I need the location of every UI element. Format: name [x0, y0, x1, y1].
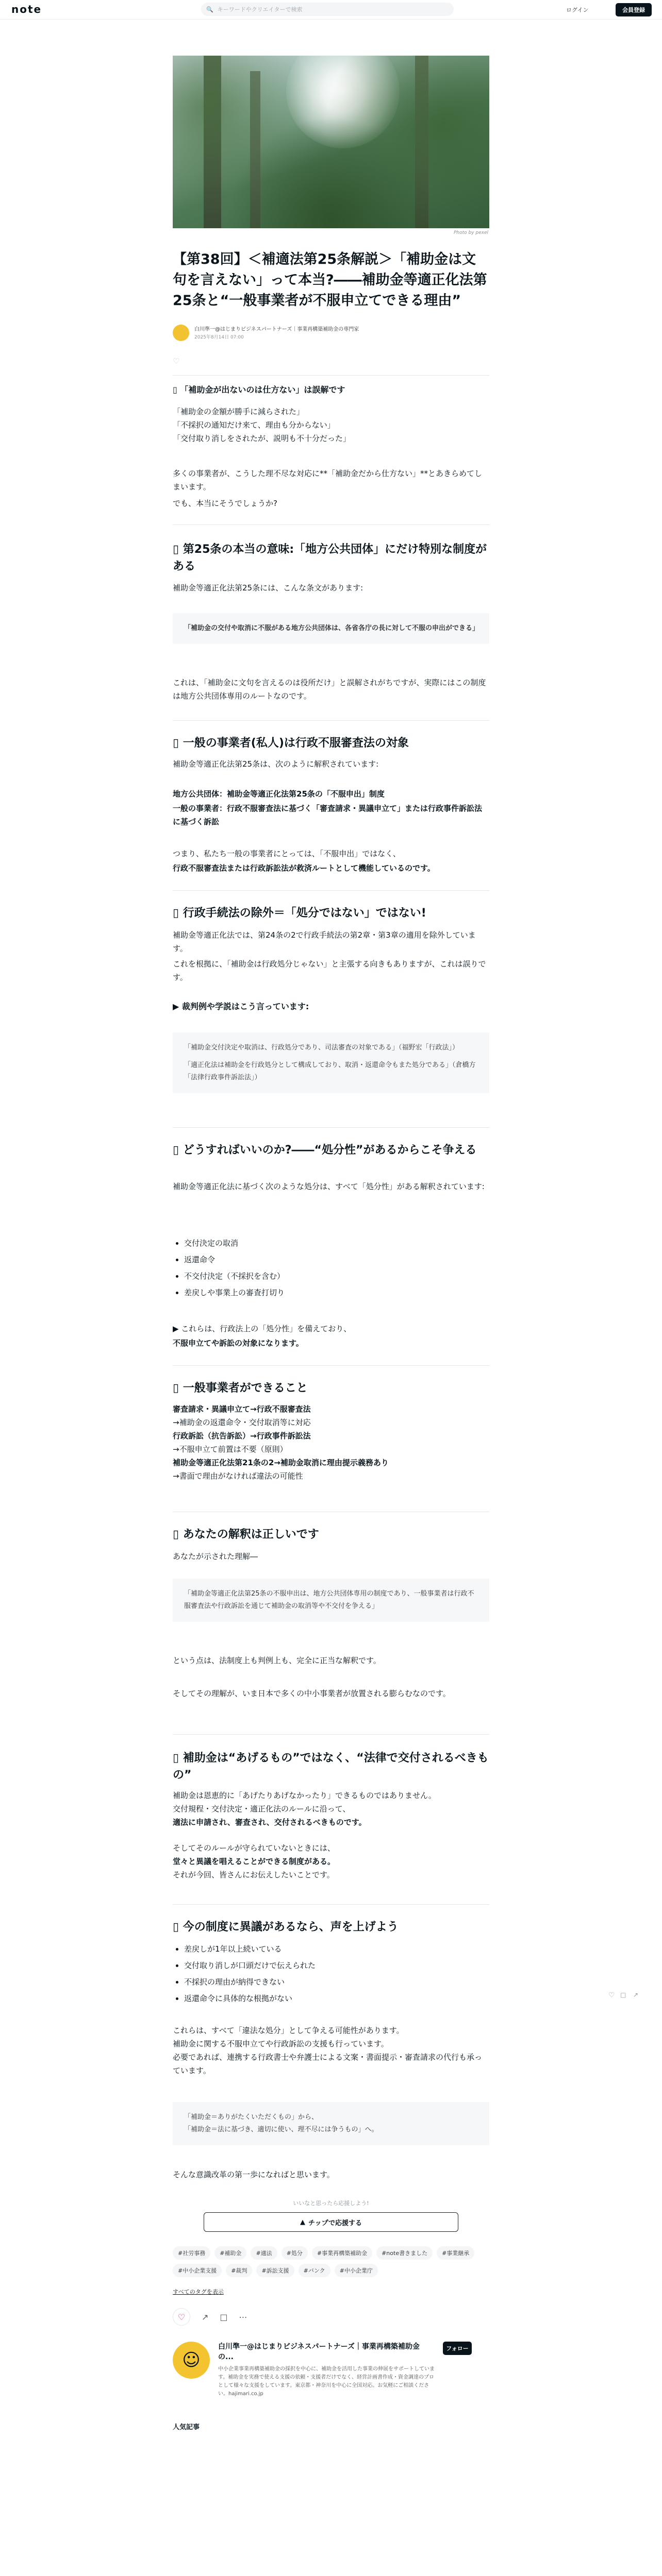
share-icon[interactable]: ↗ [202, 2312, 209, 2322]
section-heading-right: ▯ 補助金は“あげるもの”ではなく、“法律で交付されるべきもの” [173, 1752, 489, 1782]
tip-button[interactable] [204, 2212, 458, 2232]
tag[interactable]: #裁判 [226, 2264, 252, 2277]
divider [173, 375, 489, 376]
tip-caption: いいなと思ったら応援しよう! [293, 2200, 369, 2207]
howto-item-2: • 返還命令 [184, 1253, 489, 1266]
general-p2: つまり、私たち一般の事業者にとっては、「不服申出」ではなく、 [173, 849, 401, 858]
interp-lead: あなたが示された理解― [173, 1552, 258, 1561]
search-placeholder: キーワードやクリエイターで検索 [217, 6, 303, 13]
general-lead: 補助金等適正化法第25条は、次のように解釈されています: [173, 759, 379, 769]
search-icon: 🔍 [206, 6, 213, 13]
show-all-tags-link[interactable]: すべてのタグを表示 [173, 2289, 224, 2295]
voice-item-1: • 差戻しが1年以上続いている [184, 1942, 489, 1956]
howto-item-1: • 交付決定の取消 [184, 1236, 489, 1250]
section-heading-intro: ▯ 「補助金が出ないのは仕方ない」は誤解です [173, 385, 345, 395]
tag[interactable]: #適法 [251, 2246, 277, 2260]
cando-line-3: 行政訴訟（抗告訴訟）→行政事件訴訟法 [173, 1431, 311, 1440]
general-p3: 行政不服審査法または行政訴訟法が救済ルートとして機能しているのです。 [173, 863, 435, 873]
exclusion-p2: これを根拠に、「補助金は行政処分じゃない」と主張する向きもありますが、これは誤りです。 [173, 959, 486, 982]
general-bullet-local: 地方公共団体：補助金等適正化法第25条の「不服申出」制度 [173, 789, 385, 799]
voice-item-4: • 返還命令に具体的な根拠がない [184, 1992, 489, 2005]
voice-quote [173, 2102, 489, 2145]
more-menu-icon[interactable]: ⋯ [239, 2312, 247, 2322]
profile-avatar[interactable]: ☺ [173, 2342, 210, 2379]
author-row[interactable] [173, 325, 489, 341]
profile-name[interactable]: 白川準一@はじまりビジネスパートナーズ｜事業再構築補助金の... [218, 2343, 420, 2361]
cando-line-2: →補助金の返還命令・交付取消等に対応 [173, 1418, 311, 1427]
exclusion-quote-2: 「適正化法は補助金を行政処分として構成しており、取消・返還命令もまた処分である」（倉橋方「法律行政事件訴訟法」） [184, 1061, 476, 1081]
divider [173, 524, 489, 525]
voice-item-3: • 不採択の理由が納得できない [184, 1975, 489, 1989]
cando-lines [173, 1402, 489, 1483]
howto-item-4: • 差戻しや事業上の審査打切り [184, 1286, 489, 1299]
voice-paragraphs [173, 2024, 489, 2077]
howto-p2: ▶ これらは、行政法上の「処分性」を備えており、 [173, 1324, 352, 1333]
tag[interactable]: #中小企業庁 [335, 2264, 378, 2277]
howto-lead: 補助金等適正化法に基づく次のような処分は、すべて「処分性」がある解釈されています: [173, 1182, 485, 1191]
s25-lead: 補助金等適正化法第25条には、こんな条文があります: [173, 583, 363, 592]
section-heading-howto: ▯ どうすればいいのか?――“処分性”があるからこそ争える [173, 1144, 477, 1157]
right-p6: それが今回、皆さんにお伝えしたいことです。 [173, 1870, 335, 1879]
tag[interactable]: #中小企業支援 [173, 2264, 222, 2277]
howto-item-3: • 不交付決定（不採択を含む） [184, 1269, 489, 1283]
photo-credit: Photo by pexel [454, 230, 489, 235]
voice-p3: 必要であれば、連携する行政書士や弁護士による文案・書面提示・審査請求の代行も承っています。 [173, 2053, 483, 2075]
s25-quote: 「補助金の交付や取消に不服がある地方公共団体は、各省各庁の長に対して不服の申出ができる」 [173, 613, 489, 644]
divider [173, 890, 489, 891]
divider [173, 1734, 489, 1735]
intro-paragraph: 多くの事業者が、こうした理不尽な対応に**「補助金だから仕方ない」**とあきらめてしまいます。 [173, 469, 483, 492]
tag[interactable]: #note書きました [376, 2246, 433, 2260]
tag[interactable]: #社労事務 [173, 2246, 210, 2260]
tag[interactable]: #処分 [282, 2246, 308, 2260]
article-actions [173, 2308, 489, 2326]
voice-item-2: • 交付取り消しが口頭だけで伝えられた [184, 1959, 489, 1972]
intro-quote-1: 「補助金の金額が勝手に減らされた」 [173, 407, 305, 416]
right-p4: そしてそのルールが守られていないときには、 [173, 1843, 335, 1853]
tip-button-label: チップで応援する [308, 2219, 362, 2227]
search-input[interactable] [201, 3, 454, 16]
section-heading-interp: ▯ あなたの解釈は正しいです [173, 1528, 319, 1541]
like-heart-icon[interactable]: ♡ [173, 2308, 190, 2326]
section-heading-general: ▯ 一般の事業者(私人)は行政不服審査法の対象 [173, 737, 409, 750]
intro-quote-3: 「交付取り消しをされたが、説明も不十分だった」 [173, 434, 351, 443]
follow-button[interactable]: フォロー [443, 2342, 472, 2355]
voice-closing: そんな意識改革の第一歩になればと思います。 [173, 2170, 335, 2179]
right-p3: 適法に申請され、審査され、交付されるべきものです。 [173, 1818, 367, 1827]
right-p1: 補助金は恩恵的に「あげたりあげなかったり」できるものではありません。 [173, 1791, 436, 1800]
popular-articles-heading: 人気記事 [173, 2424, 200, 2431]
exclusion-p1: 補助金等適正化法では、第24条の2で行政手続法の第2章・第3章の適用を除外しています。 [173, 930, 476, 953]
article-title: 【第38回】＜補適法第25条解説＞「補助金は文句を言えない」って本当?――補助金等適正化法第25条と“一般事業者が不服申立てできる理由” [173, 251, 487, 309]
exclusion-quote-1: 「補助金交付決定や取消は、行政処分であり、司法審査の対象である」（福野宏「行政法」） [184, 1044, 459, 1052]
section-heading-cando: ▯ 一般事業者ができること [173, 1382, 308, 1395]
voice-p2: 補助金に関する不服申立てや行政訴訟の支援も行っています。 [173, 2039, 389, 2048]
right-paragraphs-2 [173, 1841, 489, 1882]
divider [173, 1365, 489, 1366]
exclusion-quote-block [173, 1032, 489, 1093]
tag-list [173, 2246, 489, 2277]
tag[interactable]: #補助金 [214, 2246, 246, 2260]
note-logo[interactable]: note [11, 3, 42, 15]
tip-icon: ▲ [300, 2218, 305, 2226]
intro-quotes [173, 405, 489, 445]
tag[interactable]: #事業継承 [437, 2246, 474, 2260]
general-bullet-private: 一般の事業者：行政不服審査法に基づく「審査請求・異議申立て」または行政事件訴訟法に基づく訴訟 [173, 804, 483, 826]
divider [173, 1904, 489, 1905]
cando-line-4: →不服申立て前置は不要（原則） [173, 1445, 288, 1454]
voice-p1: これらは、すべて「違法な処分」として争える可能性があります。 [173, 2026, 404, 2035]
comment-icon[interactable]: □ [620, 1991, 626, 1998]
comment-icon[interactable]: □ [220, 2312, 228, 2322]
section-heading-voice: ▯ 今の制度に異議があるなら、声を上げよう [173, 1921, 399, 1934]
right-p5: 堂々と異議を唱えることができる制度がある。 [173, 1857, 336, 1866]
section-heading-article25: ▯ 第25条の本当の意味:「地方公共団体」にだけ特別な制度がある [173, 543, 487, 573]
heart-outline-icon[interactable]: ♡ [608, 1991, 615, 1999]
cando-line-6: →書面で理由がなければ違法の可能性 [173, 1471, 303, 1481]
side-actions [608, 1991, 615, 1999]
section-heading-exclusion: ▯ 行政手続法の除外＝「処分ではない」ではない! [173, 907, 426, 920]
voice-quote-2: 「補助金＝法に基づき、適切に使い、理不尽には争うもの」へ。 [184, 2126, 378, 2133]
cando-line-1: 審査請求・異議申立て→行政不服審査法 [173, 1404, 311, 1414]
tag[interactable]: #事業再構築補助金 [312, 2246, 372, 2260]
author-profile-card [173, 2342, 489, 2398]
divider [173, 720, 489, 721]
voice-quote-1: 「補助金＝ありがたくいただくもの」から、 [184, 2113, 319, 2121]
interp-p2: という点は、法制度上も判例上も、完全に正当な解釈です。 [173, 1656, 381, 1665]
interp-p3: そしてその理解が、いま日本で多くの中小事業者が放置される膨らむなのです。 [173, 1689, 451, 1698]
voice-list [173, 1942, 489, 2005]
author-name[interactable]: 白川準一@はじまりビジネスパートナーズ｜事業再構築補助金の専門家 [194, 327, 359, 332]
signup-button[interactable]: 会員登録 [616, 3, 652, 16]
tag[interactable]: #バンク [299, 2264, 330, 2277]
right-paragraphs [173, 1789, 489, 1829]
howto-p3: 不服申立てや訴訟の対象になります。 [173, 1338, 304, 1348]
interp-quote: 「補助金等適正化法第25条の不服申出は、地方公共団体専用の制度であり、一般事業者は行政不服審査法や行政訴訟を通じて補助金の取消等や不交付を争える」 [173, 1579, 489, 1622]
publish-date: 2025年8月14日 07:00 [194, 335, 244, 340]
divider [173, 1127, 489, 1128]
hero-image [173, 56, 489, 228]
tag[interactable]: #訴訟支援 [256, 2264, 294, 2277]
global-header [0, 0, 662, 20]
howto-list [173, 1236, 489, 1299]
intro-quote-2: 「不採択の通知だけ来て、理由も分からない」 [173, 420, 335, 430]
login-link[interactable]: ログイン [566, 7, 589, 13]
right-p2: 交付規程・交付決定・適正化法のルールに沿って、 [173, 1804, 351, 1814]
profile-description: 中小企業事業再構築補助金の採択を中心に、補助金を活用した事業の伸展をサポートしています。補助金を実務で使える支援の依頼・支援者だけでなく、経営計画書作成・資金調達のプロとして様々な支援をしています。東京都・神奈川を中心に全国対応。お気軽にご相談ください。hajimari.co.jp [218, 2366, 435, 2397]
intro-question: でも、本当にそうでしょうか? [173, 499, 277, 508]
author-avatar[interactable] [173, 325, 189, 341]
share-icon[interactable]: ↗ [633, 1991, 639, 1998]
cando-line-5: 補助金等適正化法第21条の2→補助金取消に理由提示義務あり [173, 1458, 389, 1467]
exclusion-subheading: ▶ 裁判例や学説はこう言っています: [173, 1002, 309, 1011]
like-heart-icon[interactable]: ♡ [173, 357, 180, 366]
s25-explanation: これは、「補助金に文句を言えるのは役所だけ」と誤解されがちですが、実際にはこの制度は地方公共団体専用のルートなのです。 [173, 678, 486, 701]
